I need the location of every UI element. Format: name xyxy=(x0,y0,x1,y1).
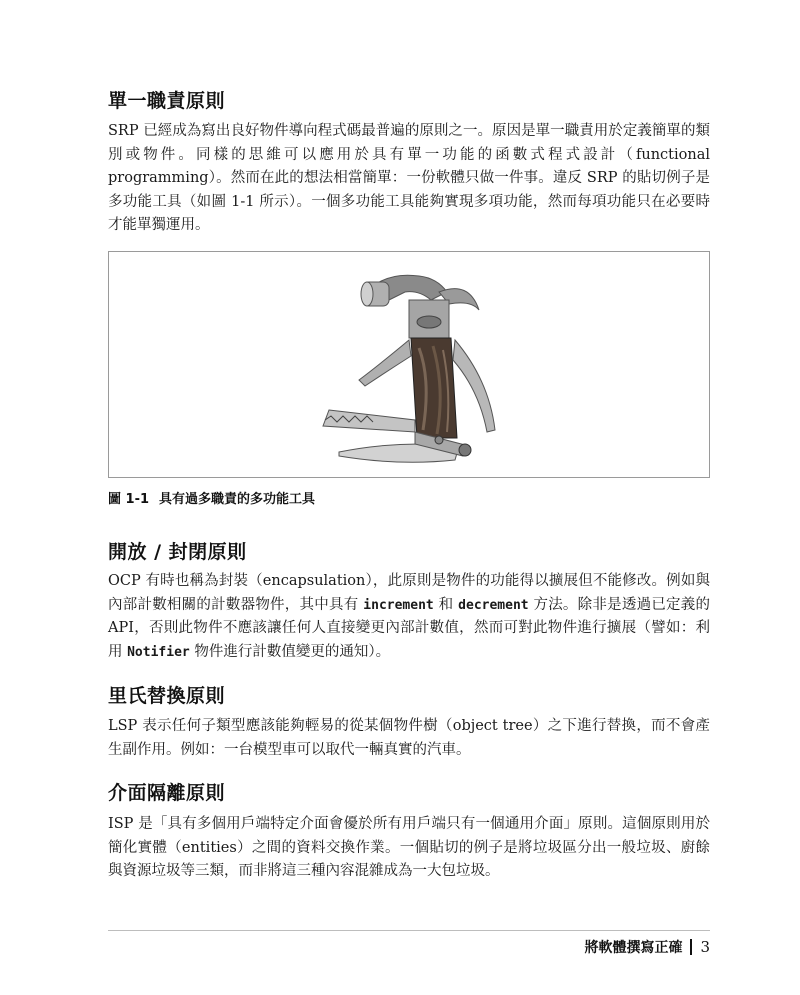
section-body-lsp xyxy=(108,715,710,762)
section-heading-ocp: 開放 / 封閉原則 xyxy=(108,541,247,563)
figure-caption xyxy=(108,488,315,507)
section-body-srp xyxy=(108,120,710,238)
code-decrement: decrement xyxy=(458,597,529,613)
section-heading-srp: 單一職責原則 xyxy=(108,90,226,112)
figure-caption-text: 具有過多職責的多功能工具 xyxy=(159,492,316,507)
figure-image xyxy=(108,251,710,478)
section-body-isp xyxy=(108,813,710,884)
multi-tool-icon xyxy=(109,252,709,477)
section-body-ocp xyxy=(108,570,710,664)
ocp-text-4: 物件進行計數值變更的通知）。 xyxy=(189,643,391,660)
figure-number: 圖 1-1 xyxy=(108,492,150,507)
isp-text: ISP 是「具有多個用戶端特定介面會優於所有用戶端只有一個通用介面」原則。這個原則用於簡化實體（entities）之間的資料交換作業。一個貼切的例子是將垃圾區分出一般垃圾、廚餘與資源垃圾等三類，而非將這三種內容混雜成為一大包垃圾。 xyxy=(108,816,710,879)
ocp-text-2: 和 xyxy=(433,596,459,613)
ocp-text-3: 方法。除非是透過已定義的 API，否則此物件不應該讓任何人直接變更內部計數值，然而可對此物件進行擴展（譬如：利用 xyxy=(108,596,711,660)
srp-text: SRP 已經成為寫出良好物件導向程式碼最普遍的原則之一。原因是單一職責用於定義簡單的類別或物件。同樣的思維可以應用於具有單一功能的函數式程式設計（functional programming）。然而在此的想法相當簡單：一份軟體只做一件事。違反 SRP 的貼切例子是多功能工具（如圖 1-1 所示）。一個多功能工具能夠實現多項功能，然而每項功能只在必要時才能單獨運用。 xyxy=(108,123,710,233)
code-increment: increment xyxy=(363,597,434,613)
page-number: 3 xyxy=(700,938,710,956)
code-notifier: Notifier xyxy=(127,644,190,660)
lsp-text: LSP 表示任何子類型應該能夠輕易的從某個物件樹（object tree）之下進行替換，而不會產生副作用。例如：一台模型車可以取代一輛真實的汽車。 xyxy=(108,718,710,758)
running-title: 將軟體撰寫正確 xyxy=(584,940,683,956)
section-heading-isp: 介面隔離原則 xyxy=(108,782,226,804)
footer-divider xyxy=(108,930,710,931)
page-footer xyxy=(584,937,710,957)
footer-separator xyxy=(690,939,692,955)
ocp-text-1: OCP 有時也稱為封裝（encapsulation），此原則是物件的功能得以擴展但不能修改。例如與內部計數相關的計數器物件，其中具有 xyxy=(108,573,710,613)
section-heading-lsp: 里氏替換原則 xyxy=(108,685,226,707)
